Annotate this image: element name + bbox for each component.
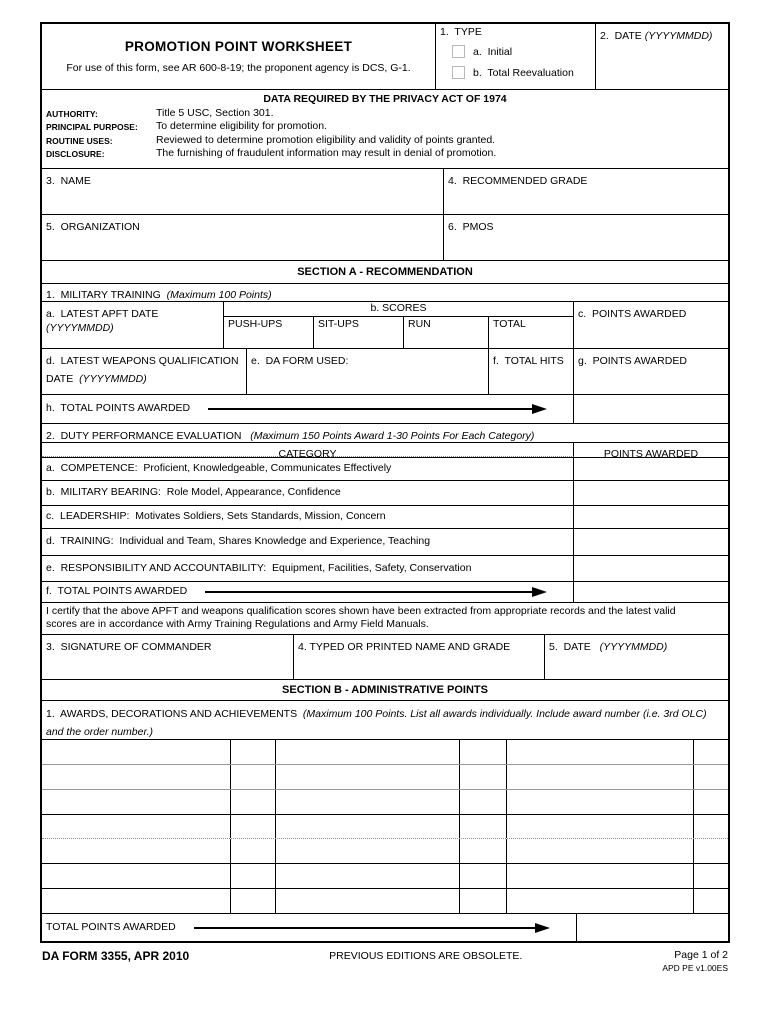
award-points-cell[interactable] — [694, 864, 728, 888]
scores-header: b. SCORES — [224, 302, 573, 317]
leadership-points-field[interactable] — [574, 506, 728, 528]
initial-checkbox[interactable] — [452, 45, 465, 58]
form-subtitle: For use of this form, see AR 600-8-19; the proponent agency is DCS, G-1. — [66, 62, 411, 74]
award-entry-cell[interactable] — [42, 815, 231, 839]
total-hits-label: f. TOTAL HITS — [493, 355, 564, 367]
award-entry-cell[interactable] — [276, 839, 460, 863]
award-points-cell[interactable] — [460, 790, 507, 814]
award-points-cell[interactable] — [460, 864, 507, 888]
points-awarded-column-header: POINTS AWARDED — [603, 448, 699, 460]
section-a-header: SECTION A - RECOMMENDATION — [42, 260, 728, 283]
weapons-points-awarded-field[interactable] — [574, 349, 728, 394]
award-points-cell[interactable] — [694, 889, 728, 913]
training-total-points-label: h. TOTAL POINTS AWARDED — [46, 402, 191, 415]
award-entry-cell[interactable] — [42, 839, 231, 863]
award-entry-cell[interactable] — [276, 740, 460, 764]
weapons-qual-date-format: (YYYYMMDD) — [79, 373, 147, 385]
total-reevaluation-checkbox-label: b. Total Reevaluation — [473, 66, 574, 79]
training-total-points-field[interactable] — [574, 395, 728, 423]
category-column-header: CATEGORY — [42, 443, 574, 457]
awards-header: 1. AWARDS, DECORATIONS AND ACHIEVEMENTS (Maximum 100 Points. List all awards individually. Include award number (i.e. 3rd OLC) and the order number.) — [46, 708, 710, 738]
principal-purpose-label: PRINCIPAL PURPOSE: — [46, 122, 138, 132]
recommended-grade-label: 4. RECOMMENDED GRADE — [448, 175, 588, 187]
military-training-header: 1. MILITARY TRAINING (Maximum 100 Points) — [46, 289, 272, 301]
award-points-cell[interactable] — [694, 765, 728, 789]
sit-ups-cell[interactable]: SIT-UPS — [314, 317, 404, 348]
competence-row-label: a. COMPETENCE: Proficient, Knowledgeable, Communicates Effectively — [42, 458, 574, 480]
page-indicator: Page 1 of 2 — [674, 949, 728, 961]
right-arrow-icon — [194, 923, 550, 933]
award-points-cell[interactable] — [231, 815, 276, 839]
form-title-block — [42, 24, 436, 89]
award-points-cell[interactable] — [694, 790, 728, 814]
award-points-cell[interactable] — [231, 864, 276, 888]
award-entry-cell[interactable] — [42, 765, 231, 789]
da-form-used-label: e. DA FORM USED: — [251, 355, 349, 367]
score-total-cell[interactable]: TOTAL — [493, 318, 526, 330]
promotion-point-worksheet-form — [40, 22, 730, 943]
name-field[interactable] — [42, 169, 444, 214]
certification-statement: I certify that the above APFT and weapons qualification scores shown have been extracted from appropriate records and the latest valid scores are in accordance with Army Training Regulations and Army Field Manuals. — [46, 605, 679, 631]
military-bearing-points-field[interactable] — [574, 481, 728, 505]
disclosure-value: The furnishing of fraudulent information may result in denial of promotion. — [156, 147, 497, 159]
apft-date-format: (YYYYMMDD) — [46, 322, 114, 334]
pmos-label: 6. PMOS — [448, 221, 494, 233]
award-entry-cell[interactable] — [507, 815, 694, 839]
award-points-cell[interactable] — [231, 839, 276, 863]
award-entry-cell[interactable] — [276, 889, 460, 913]
recommended-grade-field[interactable] — [444, 169, 728, 214]
duty-performance-header: 2. DUTY PERFORMANCE EVALUATION (Maximum 150 Points Award 1-30 Points For Each Category) — [46, 430, 535, 442]
weapons-qual-date-label: d. LATEST WEAPONS QUALIFICATION DATE — [46, 355, 242, 385]
responsibility-row-label: e. RESPONSIBILITY AND ACCOUNTABILITY: Equipment, Facilities, Safety, Conservation — [42, 556, 574, 581]
right-arrow-icon — [208, 404, 547, 414]
award-points-cell[interactable] — [460, 765, 507, 789]
da-form-used-field[interactable] — [247, 349, 489, 394]
form-title: PROMOTION POINT WORKSHEET — [124, 39, 353, 54]
award-points-cell[interactable] — [460, 815, 507, 839]
leadership-row-label: c. LEADERSHIP: Motivates Soldiers, Sets Standards, Mission, Concern — [42, 506, 574, 528]
apft-date-label: a. LATEST APFT DATE — [46, 308, 159, 320]
right-arrow-icon — [205, 587, 547, 597]
award-entry-cell[interactable] — [42, 864, 231, 888]
award-points-cell[interactable] — [694, 740, 728, 764]
competence-points-field[interactable] — [574, 458, 728, 480]
apft-date-field[interactable] — [42, 302, 224, 348]
date-label: 2. DATE — [600, 30, 645, 42]
date-box[interactable] — [596, 24, 728, 89]
weapons-points-awarded-label: g. POINTS AWARDED — [578, 355, 687, 367]
duty-total-points-field[interactable] — [574, 582, 728, 602]
award-entry-cell[interactable] — [507, 765, 694, 789]
authority-label: AUTHORITY: — [46, 108, 98, 119]
signature-date-label: 5. DATE — [549, 641, 600, 653]
weapons-qual-date-field[interactable] — [42, 349, 247, 394]
pmos-field[interactable] — [444, 215, 728, 260]
awards-grid — [42, 739, 728, 913]
type-box — [436, 24, 596, 89]
award-entry-cell[interactable] — [507, 790, 694, 814]
commander-signature-label: 3. SIGNATURE OF COMMANDER — [46, 641, 212, 653]
routine-uses-label: ROUTINE USES: — [46, 135, 113, 146]
award-points-cell[interactable] — [694, 839, 728, 863]
signature-date-format: (YYYYMMDD) — [599, 641, 668, 653]
award-points-cell[interactable] — [231, 740, 276, 764]
date-format: (YYYYMMDD) — [644, 30, 713, 42]
award-entry-cell[interactable] — [276, 765, 460, 789]
total-reevaluation-checkbox[interactable] — [452, 66, 465, 79]
award-points-cell[interactable] — [460, 889, 507, 913]
military-bearing-row-label: b. MILITARY BEARING: Role Model, Appearance, Confidence — [42, 481, 574, 505]
disclosure-label: DISCLOSURE: — [46, 149, 105, 159]
form-number: DA FORM 3355, APR 2010 — [42, 949, 190, 963]
duty-total-points-label: f. TOTAL POINTS AWARDED — [46, 585, 188, 598]
typed-name-field[interactable] — [294, 635, 545, 679]
award-entry-cell[interactable] — [42, 740, 231, 764]
awards-total-points-field[interactable] — [577, 914, 728, 941]
organization-field[interactable] — [42, 215, 444, 260]
award-entry-cell[interactable] — [42, 790, 231, 814]
award-entry-cell[interactable] — [507, 839, 694, 863]
organization-label: 5. ORGANIZATION — [46, 221, 140, 233]
award-entry-cell[interactable] — [42, 889, 231, 913]
routine-uses-value: Reviewed to determine promotion eligibility and validity of points granted. — [156, 133, 496, 146]
commander-signature-field[interactable] — [42, 635, 294, 679]
type-label: 1. TYPE — [440, 26, 482, 38]
authority-value: Title 5 USC, Section 301. — [156, 106, 274, 119]
name-label: 3. NAME — [46, 175, 91, 187]
push-ups-cell[interactable]: PUSH-UPS — [224, 317, 314, 348]
award-points-cell[interactable] — [694, 815, 728, 839]
section-b-header: SECTION B - ADMINISTRATIVE POINTS — [42, 679, 728, 700]
principal-purpose-value: To determine eligibility for promotion. — [156, 120, 327, 132]
award-entry-cell[interactable] — [507, 864, 694, 888]
awards-total-points-label: TOTAL POINTS AWARDED — [46, 920, 176, 933]
signature-date-field[interactable] — [545, 635, 728, 679]
award-entry-cell[interactable] — [276, 790, 460, 814]
run-cell[interactable]: RUN — [404, 317, 489, 348]
award-points-cell[interactable] — [231, 889, 276, 913]
form-footer — [40, 949, 730, 973]
worksheet-page — [40, 22, 730, 973]
apft-points-awarded-label: c. POINTS AWARDED — [578, 308, 687, 320]
award-entry-cell[interactable] — [276, 815, 460, 839]
apd-version: APD PE v1.00ES — [662, 963, 728, 973]
training-points-field[interactable] — [574, 529, 728, 555]
training-row-label: d. TRAINING: Individual and Team, Shares Knowledge and Experience, Teaching — [42, 529, 574, 555]
initial-checkbox-label: a. Initial — [473, 45, 513, 58]
apft-points-awarded-field[interactable] — [574, 302, 728, 348]
award-entry-cell[interactable] — [507, 740, 694, 764]
responsibility-points-field[interactable] — [574, 556, 728, 581]
award-points-cell[interactable] — [231, 765, 276, 789]
award-points-cell[interactable] — [231, 790, 276, 814]
typed-name-label: 4. TYPED OR PRINTED NAME AND GRADE — [298, 641, 511, 653]
award-points-cell[interactable] — [460, 839, 507, 863]
privacy-act-block — [42, 89, 728, 168]
award-entry-cell[interactable] — [276, 864, 460, 888]
privacy-header: DATA REQUIRED BY THE PRIVACY ACT OF 1974 — [263, 93, 507, 105]
award-entry-cell[interactable] — [507, 889, 694, 913]
award-points-cell[interactable] — [460, 740, 507, 764]
obsolete-notice: PREVIOUS EDITIONS ARE OBSOLETE. — [329, 950, 523, 962]
total-hits-field[interactable] — [489, 349, 574, 394]
